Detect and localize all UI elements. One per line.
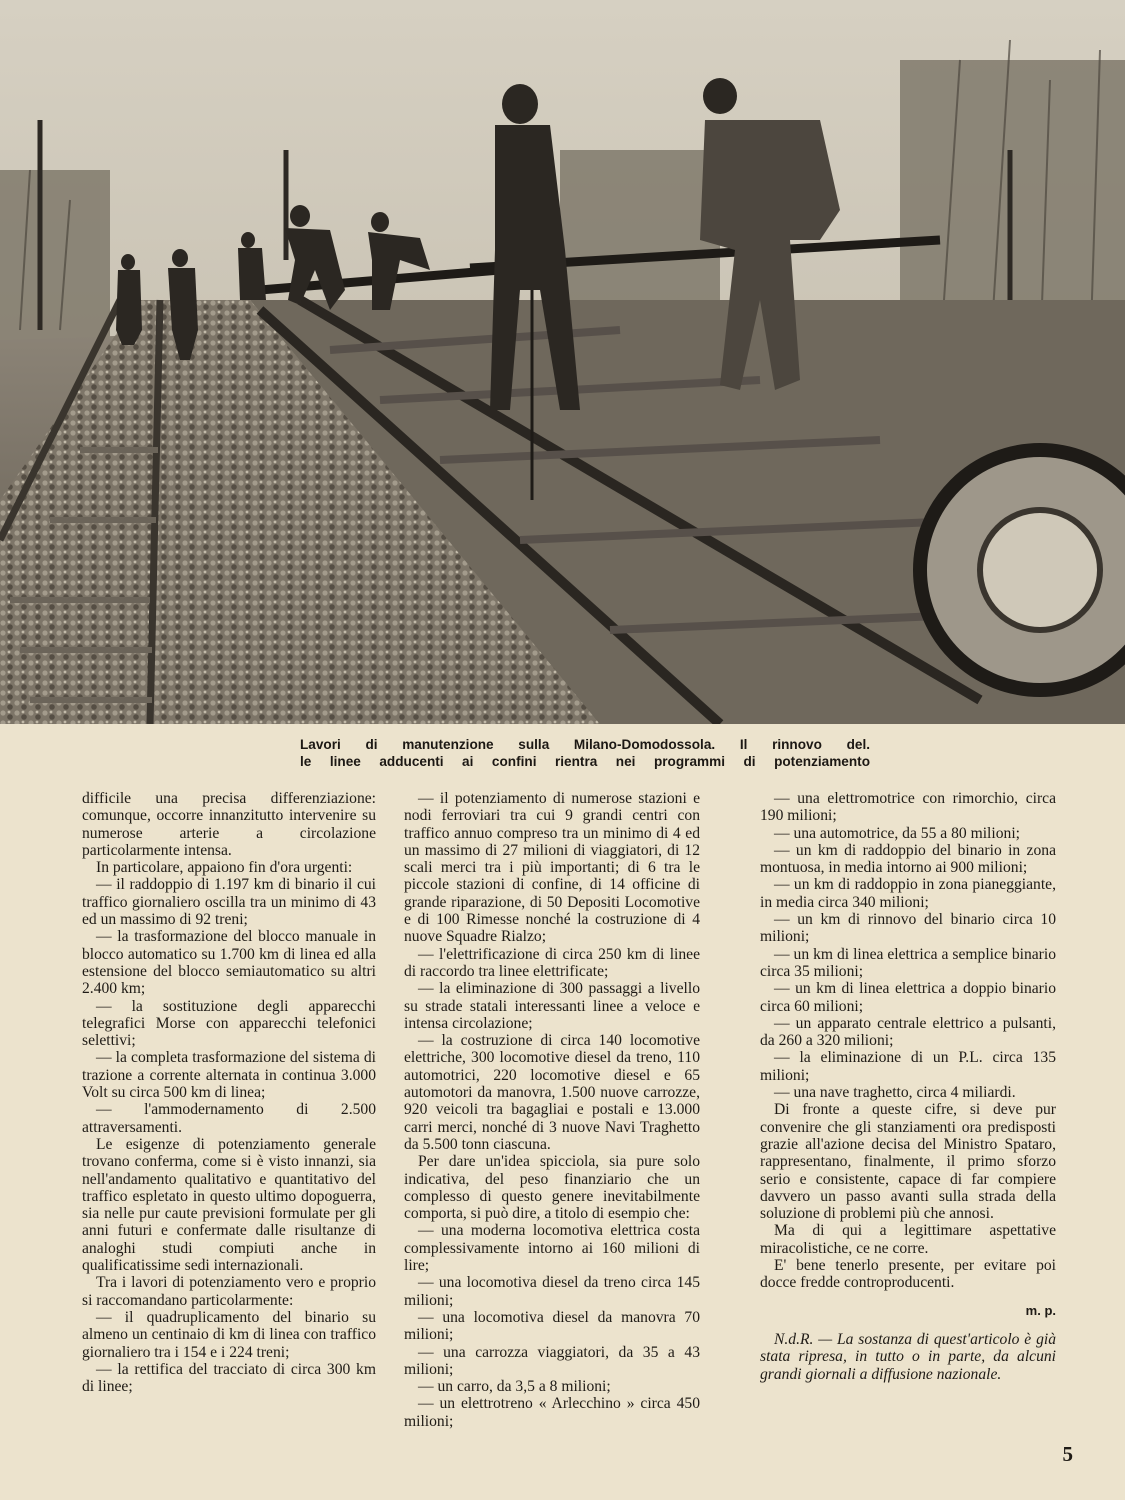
paragraph: — la sostituzione degli apparecchi telegrafici Morse con apparecchi telefonici selettivi; — [82, 997, 376, 1050]
paragraph: — la eliminazione di un P.L. circa 135 milioni; — [760, 1049, 1056, 1084]
paragraph: — un km di linea elettrica a semplice binario circa 35 milioni; — [760, 945, 1056, 980]
photo-railway-maintenance — [0, 0, 1125, 724]
paragraph: — un elettrotreno « Arlecchino » circa 450 milioni; — [404, 1395, 700, 1430]
paragraph: — la trasformazione del blocco manuale in blocco automatico su 1.700 km di linea ed alla estensione del blocco semiautomatico su altri 2.400 km; — [82, 928, 376, 998]
caption-line-2: le linee adducenti ai confini rientra nei programmi di potenziamento — [300, 754, 870, 769]
paragraph: — una elettromotrice con rimorchio, circa 190 milioni; — [760, 790, 1056, 825]
paragraph: — il quadruplicamento del binario su almeno un centinaio di km di linea con traffico giornaliero tra i 154 e i 224 treni; — [82, 1308, 376, 1361]
author-signature: m. p. — [1025, 1302, 1056, 1318]
paragraph: — la completa trasformazione del sistema di trazione a corrente alternata in continua 3.000 Volt su circa 500 km di linea; — [82, 1049, 376, 1102]
paragraph: — un carro, da 3,5 a 8 milioni; — [418, 1378, 611, 1396]
photo-caption — [300, 736, 870, 770]
paragraph: — una carrozza viaggiatori, da 35 a 43 milioni; — [404, 1343, 700, 1378]
page-number: 5 — [1062, 1442, 1073, 1466]
editor-note: N.d.R. — La sostanza di quest'articolo è già stata ripresa, in tutto o in parte, da alcuni grandi giornali a diffusione nazionale. — [760, 1330, 1056, 1383]
paragraph: Le esigenze di potenziamento generale trovano conferma, come si è visto innanzi, sia nell'andamento qualitativo e quantitativo del traffico espletato in questo ultimo dopoguerra, sia nelle pur caute previsioni formulate per gli anni futuri e confermate dalle risultanze di analoghi studi compiuti anche in qualificatissime sedi internazionali. — [82, 1135, 376, 1275]
caption-line-1: Lavori di manutenzione sulla Milano-Domodossola. Il rinnovo del. — [300, 737, 870, 752]
paragraph: — il raddoppio di 1.197 km di binario il cui traffico giornaliero oscilla tra un minimo di 43 ed un massimo di 92 treni; — [82, 876, 376, 929]
paragraph: — una locomotiva diesel da manovra 70 milioni; — [404, 1308, 700, 1344]
column-2 — [404, 790, 700, 1430]
paragraph: — la costruzione di circa 140 locomotive elettriche, 300 locomotive diesel da treno, 110 automotrici, 220 locomotive diesel e 65 automotori da manovra, 1.500 nuove carrozze, 920 veicoli tra bagagliai e postali e 13.000 carri merci, nonché di 3 nuove Navi Traghetto da 5.500 tonn ciascuna. — [404, 1032, 700, 1153]
paragraph: — un km di raddoppio in zona pianeggiante, in media circa 340 milioni; — [760, 876, 1056, 911]
paragraph: — un km di rinnovo del binario circa 10 milioni; — [760, 911, 1056, 946]
paragraph: E' bene tenerlo presente, per evitare poi docce fredde controproducenti. — [760, 1257, 1056, 1292]
paragraph: — la rettifica del tracciato di circa 300 km di linee; — [82, 1360, 376, 1396]
paragraph: In particolare, appaiono fin d'ora urgenti: — [96, 859, 353, 877]
paragraph: — una automotrice, da 55 a 80 milioni; — [774, 824, 1020, 842]
paragraph: — una locomotiva diesel da treno circa 145 milioni; — [404, 1274, 700, 1309]
paragraph: difficile una precisa differenziazione: comunque, occorre innanzitutto intervenire su numerose arterie a circolazione particolarmente intensa. — [82, 790, 376, 859]
paragraph: — un km di raddoppio del binario in zona montuosa, in media intorno ai 900 milioni; — [760, 841, 1056, 877]
paragraph: — il potenziamento di numerose stazioni e nodi ferroviari tra cui 9 grandi centri con traffico annuo compreso tra un minimo di 4 ed un massimo di 27 milioni di viaggiatori, di 12 scali merci tra i più importanti; di 6 tra le piccole stazioni di confine, di 14 officine di grande riparazione, di 50 Depositi Locomotive e di 100 Rimesse nonché la costruzione di 4 nuove Squadre Rialzo; — [404, 790, 700, 946]
paragraph: Ma di qui a legittimare aspettative miracolistiche, ce ne corre. — [760, 1222, 1056, 1257]
paragraph: — l'ammodernamento di 2.500 attraversamenti. — [82, 1101, 376, 1136]
paragraph: Tra i lavori di potenziamento vero e proprio si raccomandano particolarmente: — [82, 1274, 376, 1309]
paragraph: — un km di linea elettrica a doppio binario circa 60 milioni; — [760, 980, 1056, 1015]
paragraph: Di fronte a queste cifre, si deve pur convenire che gli stanziamenti ora predisposti grazie all'azione decisa del Ministro Spataro, rappresentano, finalmente, il primo sforzo serio e consistente, capace di far compiere davvero un passo avanti sulla strada della soluzione di problemi più che annosi. — [760, 1101, 1056, 1223]
column-1 — [82, 790, 376, 1395]
column-3 — [760, 790, 1056, 1383]
paragraph: — un apparato centrale elettrico a pulsanti, da 260 a 320 milioni; — [760, 1014, 1056, 1050]
paragraph: — la eliminazione di 300 passaggi a livello su strade statali interessanti linee a veloce e intensa circolazione; — [404, 980, 700, 1032]
paragraph: — una moderna locomotiva elettrica costa complessivamente intorno ai 160 milioni di lire; — [404, 1222, 700, 1275]
paragraph: — una nave traghetto, circa 4 miliardi. — [774, 1084, 1016, 1102]
paragraph: — l'elettrificazione di circa 250 km di linee di raccordo tra linee elettrificate; — [404, 945, 700, 980]
paragraph: Per dare un'idea spicciola, sia pure solo indicativa, del peso finanziario che un complesso di questo genere inevitabilmente comporta, si può dire, a titolo di esempio che: — [404, 1153, 700, 1223]
